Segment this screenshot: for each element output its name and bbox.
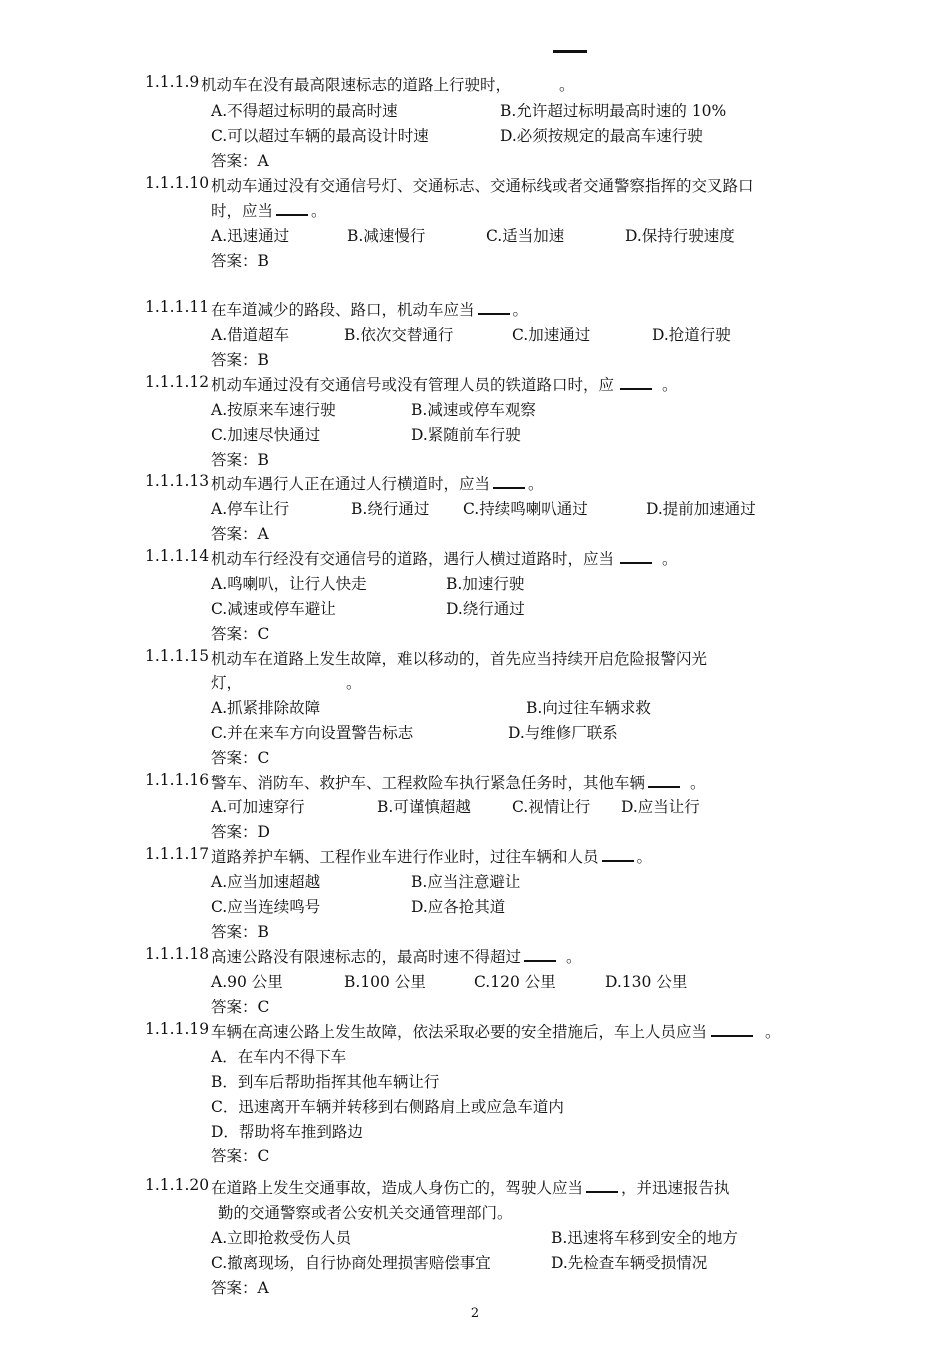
option-d: D.提前加速通过	[646, 500, 756, 518]
option-b: B.允许超过标明最高时速的 10%	[500, 102, 727, 120]
option-c: C.视情让行	[512, 798, 591, 816]
question-number: 1.1.1.15	[145, 647, 210, 665]
option-a: A.借道超车	[211, 326, 290, 344]
answer: 答案：C	[211, 749, 270, 767]
question-stem: 道路养护车辆、工程作业车进行作业时，过往车辆和人员 。	[211, 848, 653, 866]
option-a: A.90 公里	[211, 973, 283, 991]
option-a: A．在车内不得下车	[211, 1048, 347, 1066]
question-stem: 机动车遇行人正在通过人行横道时，应当 。	[211, 475, 544, 493]
question-number: 1.1.1.10	[145, 174, 210, 192]
option-a: A.应当加速超越	[211, 873, 321, 891]
option-a: A.可加速穿行	[211, 798, 305, 816]
option-d: D.必须按规定的最高车速行驶	[500, 127, 703, 145]
question-number: 1.1.1.13	[145, 472, 210, 490]
question-stem: 在道路上发生交通事故，造成人身伤亡的，驾驶人应当 ，并迅速报告执	[211, 1179, 730, 1197]
answer: 答案：C	[211, 625, 270, 643]
question-stem: 在车道减少的路段、路口，机动车应当 。	[211, 301, 529, 319]
option-b: B.减速或停车观察	[411, 401, 536, 419]
option-c: C.撤离现场，自行协商处理损害赔偿事宜	[211, 1254, 491, 1272]
question-number: 1.1.1.19	[145, 1020, 210, 1038]
option-b: B．到车后帮助指挥其他车辆让行	[211, 1073, 440, 1091]
option-b: B.可谨慎超越	[377, 798, 471, 816]
question-stem: 警车、消防车、救护车、工程救险车执行紧急任务时，其他车辆 。	[211, 774, 706, 792]
option-d: D．帮助将车推到路边	[211, 1123, 363, 1141]
question-stem: 高速公路没有限速标志的，最高时速不得超过 。	[211, 948, 582, 966]
answer: 答案：B	[211, 351, 269, 369]
option-b: B.向过往车辆求救	[526, 699, 651, 717]
option-c: C.持续鸣喇叭通过	[463, 500, 588, 518]
option-b: B.迅速将车移到安全的地方	[551, 1229, 738, 1247]
option-b: B.减速慢行	[347, 227, 426, 245]
question-stem: 车辆在高速公路上发生故障，依法采取必要的安全措施后，车上人员应当 。	[211, 1023, 781, 1041]
answer: 答案：B	[211, 923, 269, 941]
question-stem-cont: 灯， 。	[211, 674, 362, 692]
answer: 答案：C	[211, 1147, 270, 1165]
option-c: C.可以超过车辆的最高设计时速	[211, 127, 429, 145]
question-number: 1.1.1.9	[145, 73, 200, 91]
option-c: C.适当加速	[486, 227, 565, 245]
question-number: 1.1.1.20	[145, 1176, 210, 1194]
option-a: A.不得超过标明的最高时速	[211, 102, 398, 120]
question-stem: 机动车在道路上发生故障，难以移动的，首先应当持续开启危险报警闪光	[211, 650, 708, 668]
answer: 答案：B	[211, 252, 269, 270]
question-stem-cont: 时，应当 。	[211, 202, 327, 220]
answer: 答案：A	[211, 525, 269, 543]
option-d: D.紧随前车行驶	[411, 426, 521, 444]
option-b: B.100 公里	[344, 973, 426, 991]
answer: 答案：D	[211, 823, 270, 841]
question-stem: 机动车在没有最高限速标志的道路上行驶时， 。	[201, 76, 575, 94]
option-d: D.抢道行驶	[652, 326, 731, 344]
option-c: C.120 公里	[474, 973, 556, 991]
option-d: D.应各抢其道	[411, 898, 506, 916]
question-number: 1.1.1.16	[145, 771, 210, 789]
option-b: B.依次交替通行	[344, 326, 454, 344]
option-d: D.绕行通过	[446, 600, 525, 618]
question-number: 1.1.1.11	[145, 298, 210, 316]
option-a: A.鸣喇叭，让行人快走	[211, 575, 367, 593]
option-a: A.停车让行	[211, 500, 290, 518]
option-c: C．迅速离开车辆并转移到右侧路肩上或应急车道内	[211, 1098, 564, 1116]
option-d: D.与维修厂联系	[508, 724, 618, 742]
question-number: 1.1.1.12	[145, 373, 210, 391]
question-stem: 机动车通过没有交通信号灯、交通标志、交通标线或者交通警察指挥的交叉路口	[211, 177, 754, 195]
option-d: D.应当让行	[621, 798, 700, 816]
option-c: C.加速通过	[512, 326, 591, 344]
option-c: C.加速尽快通过	[211, 426, 321, 444]
option-a: A.立即抢救受伤人员	[211, 1229, 352, 1247]
header-rule	[553, 50, 587, 53]
question-number: 1.1.1.18	[145, 945, 210, 963]
option-d: D.保持行驶速度	[625, 227, 735, 245]
option-c: C.减速或停车避让	[211, 600, 336, 618]
page-number: 2	[470, 1306, 480, 1321]
answer: 答案：A	[211, 1279, 269, 1297]
option-b: B.绕行通过	[351, 500, 430, 518]
option-c: C.应当连续鸣号	[211, 898, 321, 916]
question-stem: 机动车通过没有交通信号或没有管理人员的铁道路口时，应 。	[211, 376, 678, 394]
option-b: B.应当注意避让	[411, 873, 521, 891]
question-number: 1.1.1.14	[145, 547, 210, 565]
option-d: D.130 公里	[605, 973, 688, 991]
option-c: C.并在来车方向设置警告标志	[211, 724, 414, 742]
question-stem: 机动车行经没有交通信号的道路，遇行人横过道路时，应当 。	[211, 550, 678, 568]
question-number: 1.1.1.17	[145, 845, 210, 863]
option-b: B.加速行驶	[446, 575, 525, 593]
question-stem-cont: 勤的交通警察或者公安机关交通管理部门。	[218, 1204, 513, 1222]
option-d: D.先检查车辆受损情况	[551, 1254, 708, 1272]
answer: 答案：C	[211, 998, 270, 1016]
option-a: A.按原来车速行驶	[211, 401, 336, 419]
option-a: A.抓紧排除故障	[211, 699, 321, 717]
answer: 答案：A	[211, 152, 269, 170]
answer: 答案：B	[211, 451, 269, 469]
option-a: A.迅速通过	[211, 227, 290, 245]
